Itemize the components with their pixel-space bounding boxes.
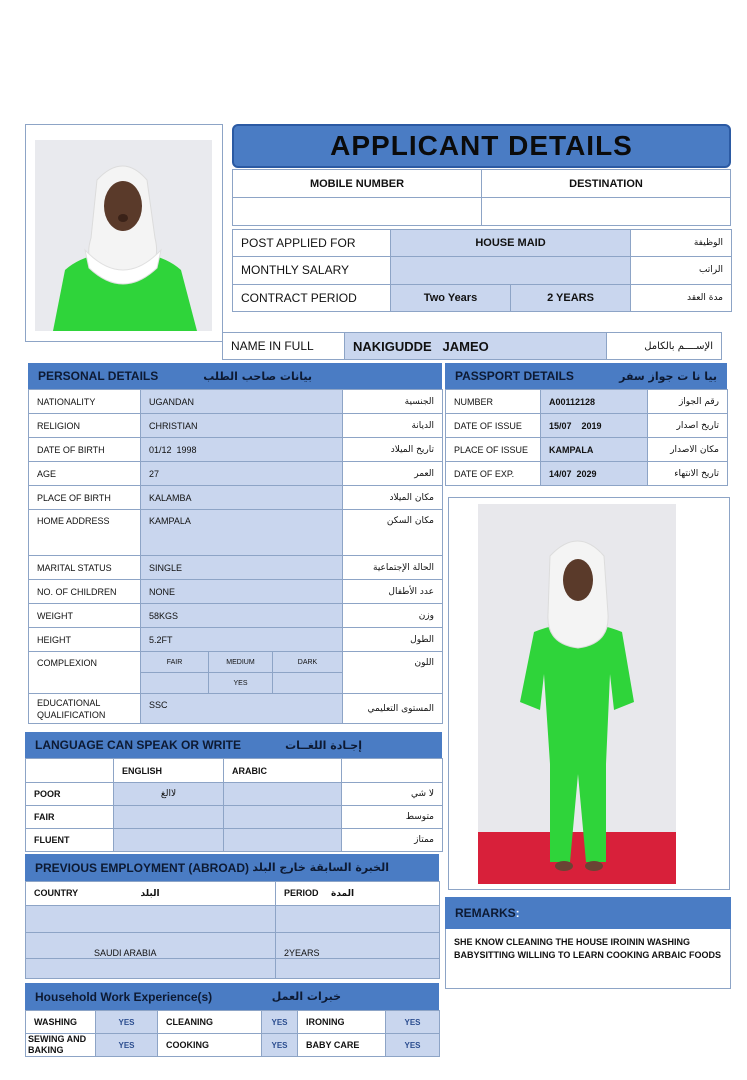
salary-value [391, 257, 631, 284]
contract-label: CONTRACT PERIOD [233, 284, 391, 311]
passport-value: KAMPALA [541, 438, 648, 462]
language-arabic-value [224, 806, 342, 829]
employment-empty-2 [276, 906, 440, 933]
language-row [26, 806, 443, 829]
household-item-value: YES [386, 1034, 440, 1057]
household-item-value: YES [262, 1011, 298, 1034]
passport-ar: تاريخ الانتهاء [648, 462, 728, 486]
language-table [25, 758, 443, 852]
period-label-cell [276, 882, 440, 906]
language-row [26, 783, 443, 806]
personal-label: AGE [29, 462, 141, 486]
education-value: SSC [141, 694, 343, 724]
passport-ar: تاريخ اصدار [648, 414, 728, 438]
personal-ar: الجنسية [343, 390, 443, 414]
language-header [25, 732, 442, 758]
personal-value: UGANDAN [141, 390, 343, 414]
personal-row [29, 414, 443, 438]
language-header-label: LANGUAGE CAN SPEAK OR WRITE [35, 738, 242, 752]
personal-label: NATIONALITY [29, 390, 141, 414]
post-label: POST APPLIED FOR [233, 230, 391, 257]
language-head-row [26, 759, 443, 783]
household-item-value: YES [386, 1011, 440, 1034]
personal-value: 5.2FT [141, 628, 343, 652]
full-body-photo-frame [448, 497, 730, 890]
employment-header-ar: الخبرة السابقة خارج البلد [252, 861, 389, 874]
complexion-dark: DARK [273, 652, 343, 673]
language-arabic-value [224, 783, 342, 806]
passport-label: DATE OF EXP. [446, 462, 541, 486]
household-header [25, 983, 439, 1010]
personal-row [29, 556, 443, 580]
salary-ar: الراتب [631, 257, 732, 284]
language-english-value [114, 829, 224, 852]
employment-header-label: PREVIOUS EMPLOYMENT (ABROAD) [35, 860, 250, 875]
passport-row [446, 462, 728, 486]
language-level-ar: لا شي [342, 783, 443, 806]
household-item-label: BABY CARE [298, 1034, 386, 1057]
personal-ar: الطول [343, 628, 443, 652]
salary-label: MONTHLY SALARY [233, 257, 391, 284]
passport-row [446, 438, 728, 462]
personal-value: KAMPALA [141, 510, 343, 556]
complexion-medium-mark: YES [209, 673, 273, 694]
full-body-illustration [478, 504, 676, 884]
mobile-label: MOBILE NUMBER [233, 170, 482, 198]
full-body-photo [478, 504, 676, 884]
personal-ar: عدد الأطفال [343, 580, 443, 604]
passport-value: 15/07 2019 [541, 414, 648, 438]
contract-value-2: 2 YEARS [511, 284, 631, 311]
period-label: PERIOD [284, 888, 319, 898]
period-ar: المدة [331, 889, 355, 899]
personal-value: 01/12 1998 [141, 438, 343, 462]
portrait-illustration [35, 140, 212, 331]
personal-value: CHRISTIAN [141, 414, 343, 438]
language-level: POOR [26, 783, 114, 806]
household-table [25, 1010, 440, 1057]
remarks-text: SHE KNOW CLEANING THE HOUSE IROININ WASHING BABYSITTING WILLING TO LEARN COOKING ARBAIC FOODS [454, 937, 721, 960]
household-item-label: CLEANING [158, 1011, 262, 1034]
country-ar: البلد [140, 889, 160, 899]
personal-ar: العمر [343, 462, 443, 486]
complexion-medium: MEDIUM [209, 652, 273, 673]
personal-label: WEIGHT [29, 604, 141, 628]
passport-header-ar: بيا نا ت جواز سفر [619, 369, 717, 383]
household-row [26, 1034, 440, 1057]
personal-row [29, 390, 443, 414]
personal-row [29, 438, 443, 462]
destination-label: DESTINATION [482, 170, 731, 198]
household-header-ar: خبرات العمل [271, 990, 341, 1003]
language-english-value [114, 806, 224, 829]
language-header-ar: إجـادة اللغــات [285, 738, 362, 752]
household-item-label: IRONING [298, 1011, 386, 1034]
education-row [29, 694, 443, 724]
household-item-label: SEWING AND BAKING [26, 1034, 96, 1057]
complexion-dark-mark [273, 673, 343, 694]
employment-empty-3 [26, 959, 276, 979]
employment-empty-4 [276, 959, 440, 979]
household-item-value: YES [262, 1034, 298, 1057]
personal-ar: تاريخ الميلاد [343, 438, 443, 462]
language-level: FAIR [26, 806, 114, 829]
job-table [232, 229, 732, 312]
country-label-cell [26, 882, 276, 906]
personal-value: KALAMBA [141, 486, 343, 510]
passport-header-label: PASSPORT DETAILS [455, 369, 574, 383]
passport-row [446, 414, 728, 438]
name-value: NAKIGUDDE JAMEO [345, 333, 607, 360]
personal-row [29, 462, 443, 486]
language-arabic-label: ARABIC [224, 759, 342, 783]
passport-value: 14/07 2029 [541, 462, 648, 486]
employment-empty-1 [26, 906, 276, 933]
employment-header [25, 854, 439, 881]
title-banner [232, 124, 731, 168]
personal-label: RELIGION [29, 414, 141, 438]
passport-row [446, 390, 728, 414]
language-blank-2 [342, 759, 443, 783]
personal-row [29, 604, 443, 628]
passport-table [445, 389, 728, 486]
language-row [26, 829, 443, 852]
personal-label: HEIGHT [29, 628, 141, 652]
personal-row [29, 510, 443, 556]
household-header-label: Household Work Experience(s) [35, 989, 213, 1004]
language-blank [26, 759, 114, 783]
name-label: NAME IN FULL [223, 333, 345, 360]
post-ar: الوظيفة [631, 230, 732, 257]
remarks-header [445, 897, 731, 929]
personal-header-ar: بيانات صاحب الطلب [203, 369, 312, 383]
personal-details-header [28, 363, 442, 389]
passport-label: DATE OF ISSUE [446, 414, 541, 438]
language-level: FLUENT [26, 829, 114, 852]
household-item-label: COOKING [158, 1034, 262, 1057]
household-row [26, 1011, 440, 1034]
personal-label: HOME ADDRESS [29, 510, 141, 556]
complexion-fair: FAIR [141, 652, 209, 673]
household-item-value: YES [96, 1034, 158, 1057]
personal-label: PLACE OF BIRTH [29, 486, 141, 510]
personal-row [29, 628, 443, 652]
contract-ar: مدة العقد [631, 284, 732, 311]
passport-ar: مكان الاصدار [648, 438, 728, 462]
household-item-label: WASHING [26, 1011, 96, 1034]
country-label: COUNTRY [34, 888, 79, 898]
country-value: SAUDI ARABIA [26, 933, 276, 959]
personal-ar: مكان الميلاد [343, 486, 443, 510]
passport-label: NUMBER [446, 390, 541, 414]
complexion-row [29, 652, 443, 673]
personal-value: NONE [141, 580, 343, 604]
complexion-ar: اللون [343, 652, 443, 694]
personal-ar: الحالة الإجتماعية [343, 556, 443, 580]
passport-label: PLACE OF ISSUE [446, 438, 541, 462]
personal-ar: مكان السكن [343, 510, 443, 556]
personal-row [29, 486, 443, 510]
personal-label: DATE OF BIRTH [29, 438, 141, 462]
household-item-value: YES [96, 1011, 158, 1034]
contact-table [232, 169, 731, 226]
remarks-header-label: REMARKS [455, 906, 516, 920]
personal-value: SINGLE [141, 556, 343, 580]
language-level-ar: متوسط [342, 806, 443, 829]
page-title: APPLICANT DETAILS [330, 130, 633, 161]
passport-details-header [445, 363, 727, 389]
remarks-header-colon: : [515, 906, 520, 920]
period-value: 2YEARS [276, 933, 440, 959]
destination-value [482, 198, 731, 226]
name-table [222, 332, 722, 360]
personal-ar: وزن [343, 604, 443, 628]
contract-value-1: Two Years [391, 284, 511, 311]
personal-value: 27 [141, 462, 343, 486]
post-value: HOUSE MAID [391, 230, 631, 257]
mobile-value [233, 198, 482, 226]
language-english-label: ENGLISH [114, 759, 224, 783]
portrait-photo-frame [25, 124, 223, 342]
name-ar: الإســــم بالكامل [607, 333, 722, 360]
employment-table [25, 881, 440, 979]
complexion-label: COMPLEXION [29, 652, 141, 694]
personal-ar: الديانة [343, 414, 443, 438]
complexion-fair-mark [141, 673, 209, 694]
language-level-ar: ممتاز [342, 829, 443, 852]
personal-header-label: PERSONAL DETAILS [38, 369, 159, 383]
personal-label: NO. OF CHILDREN [29, 580, 141, 604]
passport-ar: رقم الجواز [648, 390, 728, 414]
personal-table [28, 389, 443, 724]
personal-label: MARITAL STATUS [29, 556, 141, 580]
passport-value: A00112128 [541, 390, 648, 414]
personal-row [29, 580, 443, 604]
education-ar: المستوى التعليمي [343, 694, 443, 724]
personal-value: 58KGS [141, 604, 343, 628]
language-english-value: لاالغ [114, 783, 224, 806]
portrait-photo [35, 140, 212, 331]
education-label: EDUCATIONAL QUALIFICATION [29, 694, 141, 724]
language-arabic-value [224, 829, 342, 852]
remarks-body [445, 929, 731, 989]
